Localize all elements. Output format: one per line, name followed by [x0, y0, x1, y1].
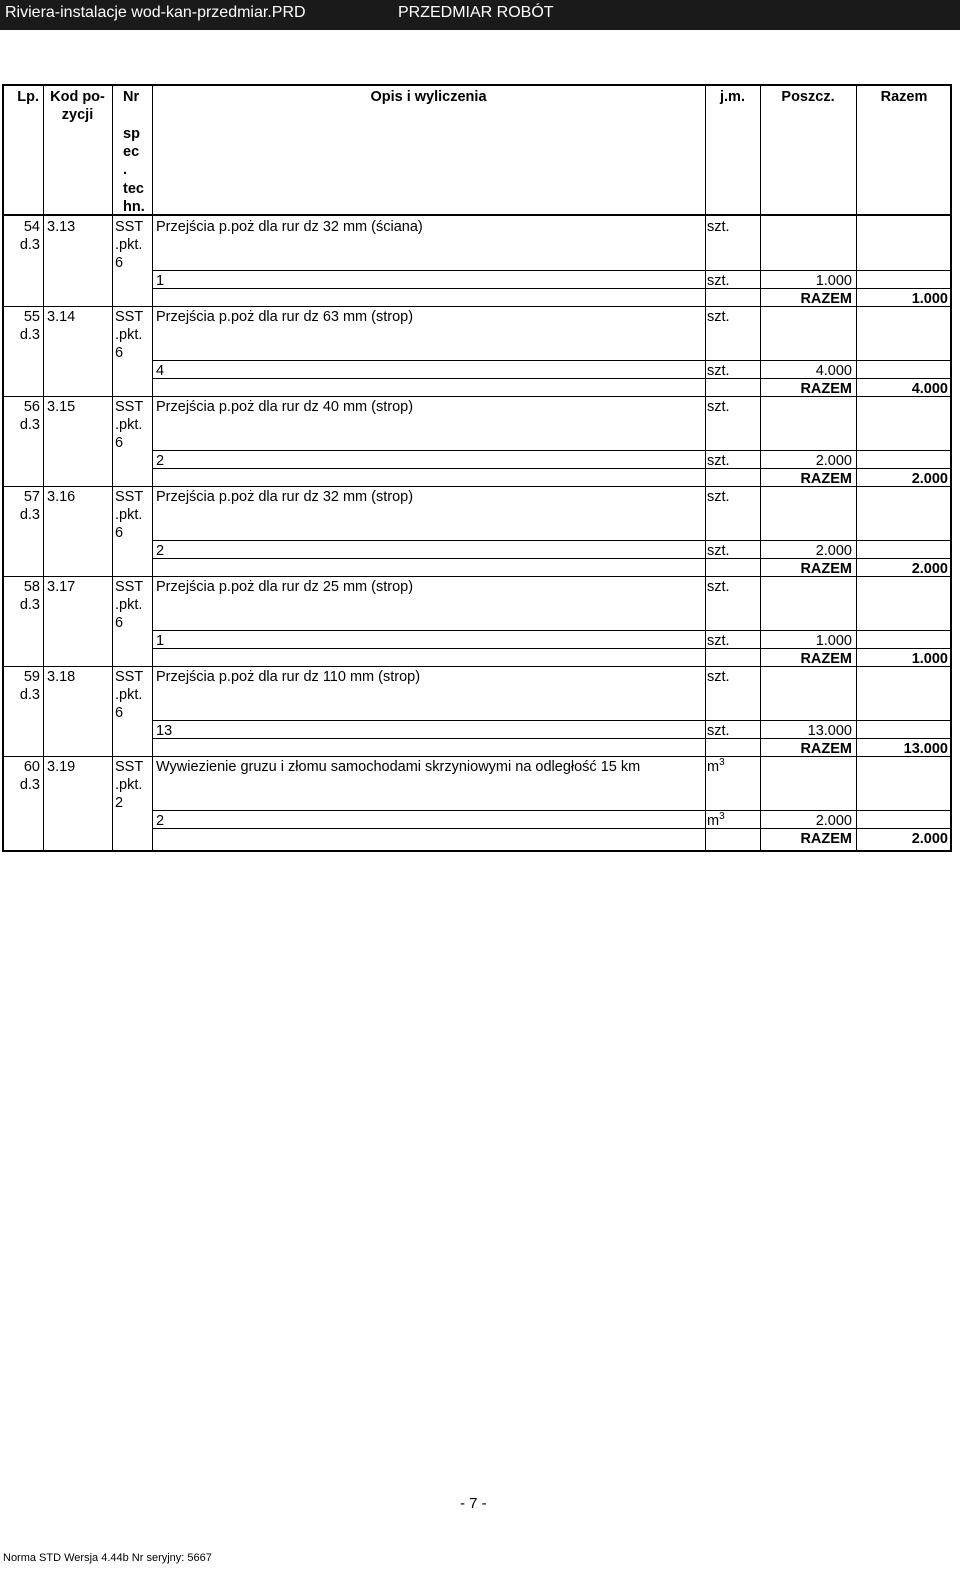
item-number: 60	[23, 759, 40, 775]
calc-unit-text: szt.	[707, 363, 730, 379]
unit-text: szt.	[707, 489, 730, 505]
col-header-nr-4: .	[123, 162, 128, 178]
subtotal-label: RAZEM	[800, 651, 852, 667]
spec-point: .pkt.	[115, 327, 143, 343]
page-number: - 7 -	[460, 1495, 487, 1512]
calc-unit-text: szt.	[707, 453, 730, 469]
spec-code: SST	[115, 489, 144, 505]
col-header-kod: Kod po-	[50, 89, 105, 105]
calculation-expression: 1	[156, 633, 165, 649]
header-separator	[2, 214, 952, 216]
unit	[707, 758, 725, 776]
col-header-poszcz: Poszcz.	[781, 89, 835, 105]
item-number-suffix: d.3	[19, 417, 40, 433]
row-separator	[2, 666, 952, 667]
spec-point: .pkt.	[115, 417, 143, 433]
spec-code: SST	[115, 579, 144, 595]
item-description: Przejścia p.poż dla rur dz 110 mm (strop)	[156, 669, 421, 685]
spec-number: 6	[115, 615, 124, 631]
partial-quantity: 1.000	[815, 273, 852, 289]
position-code: 3.18	[47, 669, 76, 685]
calc-unit-text: szt.	[707, 543, 730, 559]
calculation-expression: 2	[156, 543, 165, 559]
spec-number: 6	[115, 345, 124, 361]
document-header-bar	[0, 0, 960, 30]
item-number-suffix: d.3	[19, 597, 40, 613]
item-number-suffix: d.3	[19, 237, 40, 253]
position-code: 3.17	[47, 579, 76, 595]
spec-code: SST	[115, 669, 144, 685]
subtotal-label: RAZEM	[800, 471, 852, 487]
col-header-nr: Nr	[123, 89, 140, 105]
row-separator	[2, 576, 952, 577]
row-separator	[2, 486, 952, 487]
calculation-expression: 2	[156, 453, 165, 469]
calc-separator	[152, 270, 952, 271]
col-header-nr-6: hn.	[123, 199, 145, 215]
calculation-expression: 1	[156, 273, 165, 289]
calc-separator	[152, 810, 952, 811]
spec-point: .pkt.	[115, 237, 143, 253]
item-description: Przejścia p.poż dla rur dz 25 mm (strop)	[156, 579, 414, 595]
partial-quantity: 2.000	[815, 813, 852, 829]
item-number: 55	[23, 309, 40, 325]
subtotal-separator	[152, 828, 952, 829]
item-number-suffix: d.3	[19, 777, 40, 793]
position-code: 3.16	[47, 489, 76, 505]
subtotal-separator	[152, 558, 952, 559]
spec-code: SST	[115, 399, 144, 415]
spec-number: 6	[115, 435, 124, 451]
item-description: Wywiezienie gruzu i złomu samochodami skrzyniowymi na odległość 15 km	[156, 759, 641, 775]
item-number: 54	[23, 219, 40, 235]
unit-text: szt.	[707, 579, 730, 595]
calc-separator	[152, 720, 952, 721]
subtotal-separator	[152, 468, 952, 469]
spec-point: .pkt.	[115, 597, 143, 613]
calc-unit-text: szt.	[707, 633, 730, 649]
col-divider	[43, 84, 44, 850]
row-separator	[2, 396, 952, 397]
unit	[707, 578, 730, 596]
col-header-nr-3: ec	[123, 144, 140, 160]
position-code: 3.13	[47, 219, 76, 235]
unit-exponent: 3	[719, 811, 725, 823]
col-header-nr-2: sp	[123, 126, 140, 142]
position-code: 3.14	[47, 309, 76, 325]
partial-quantity: 2.000	[815, 543, 852, 559]
subtotal-separator	[152, 738, 952, 739]
spec-number: 2	[115, 795, 124, 811]
calc-separator	[152, 450, 952, 451]
item-total: 2.000	[911, 471, 948, 487]
unit	[707, 308, 730, 326]
col-divider	[112, 84, 113, 850]
unit	[707, 218, 730, 236]
unit-text: szt.	[707, 309, 730, 325]
item-description: Przejścia p.poż dla rur dz 63 mm (strop)	[156, 309, 414, 325]
unit-exponent: 3	[719, 757, 725, 769]
item-total: 2.000	[911, 561, 948, 577]
file-name: Riviera-instalacje wod-kan-przedmiar.PRD	[5, 4, 306, 21]
calculation-expression: 13	[156, 723, 173, 739]
unit-text: szt.	[707, 669, 730, 685]
item-number: 56	[23, 399, 40, 415]
partial-quantity: 13.000	[807, 723, 852, 739]
item-number-suffix: d.3	[19, 507, 40, 523]
partial-quantity: 4.000	[815, 363, 852, 379]
calc-separator	[152, 630, 952, 631]
subtotal-separator	[152, 648, 952, 649]
item-number: 57	[23, 489, 40, 505]
item-total: 1.000	[911, 651, 948, 667]
spec-point: .pkt.	[115, 507, 143, 523]
col-header-kod-2: zycji	[61, 107, 94, 123]
item-total: 2.000	[911, 831, 948, 847]
col-header-opis: Opis i wyliczenia	[370, 89, 487, 105]
software-footer: Norma STD Wersja 4.44b Nr seryjny: 5667	[3, 1552, 212, 1564]
subtotal-label: RAZEM	[800, 741, 852, 757]
spec-number: 6	[115, 705, 124, 721]
spec-code: SST	[115, 759, 144, 775]
subtotal-label: RAZEM	[800, 831, 852, 847]
subtotal-label: RAZEM	[800, 561, 852, 577]
position-code: 3.15	[47, 399, 76, 415]
item-total: 4.000	[911, 381, 948, 397]
item-total: 1.000	[911, 291, 948, 307]
item-number: 59	[23, 669, 40, 685]
item-number-suffix: d.3	[19, 327, 40, 343]
item-total: 13.000	[903, 741, 948, 757]
calc-separator	[152, 540, 952, 541]
unit-text: szt.	[707, 219, 730, 235]
calc-unit-text: szt.	[707, 723, 730, 739]
item-number: 58	[23, 579, 40, 595]
subtotal-label: RAZEM	[800, 291, 852, 307]
subtotal-label: RAZEM	[800, 381, 852, 397]
item-description: Przejścia p.poż dla rur dz 40 mm (strop)	[156, 399, 414, 415]
calc-unit-text: m	[707, 813, 720, 829]
unit	[707, 398, 730, 416]
row-separator	[2, 756, 952, 757]
spec-code: SST	[115, 219, 144, 235]
item-number-suffix: d.3	[19, 687, 40, 703]
partial-quantity: 1.000	[815, 633, 852, 649]
calc-separator	[152, 360, 952, 361]
calculation-expression: 4	[156, 363, 165, 379]
estimate-table	[2, 84, 952, 852]
spec-number: 6	[115, 525, 124, 541]
document-title: PRZEDMIAR ROBÓT	[398, 4, 554, 21]
col-header-nr-5: tec	[123, 181, 144, 197]
unit-text: m	[707, 759, 720, 775]
col-divider	[152, 84, 153, 850]
item-description: Przejścia p.poż dla rur dz 32 mm (strop)	[156, 489, 414, 505]
calculation-expression: 2	[156, 813, 165, 829]
col-divider	[856, 84, 857, 850]
col-divider	[705, 84, 706, 850]
col-header-razem: Razem	[880, 89, 928, 105]
subtotal-separator	[152, 288, 952, 289]
spec-number: 6	[115, 255, 124, 271]
calc-unit-text: szt.	[707, 273, 730, 289]
spec-code: SST	[115, 309, 144, 325]
subtotal-separator	[152, 378, 952, 379]
unit	[707, 488, 730, 506]
spec-point: .pkt.	[115, 687, 143, 703]
col-header-lp: Lp.	[17, 89, 39, 105]
position-code: 3.19	[47, 759, 76, 775]
item-description: Przejścia p.poż dla rur dz 32 mm (ściana)	[156, 219, 423, 235]
col-header-jm: j.m.	[720, 89, 745, 105]
spec-point: .pkt.	[115, 777, 143, 793]
unit-text: szt.	[707, 399, 730, 415]
unit	[707, 668, 730, 686]
partial-quantity: 2.000	[815, 453, 852, 469]
row-separator	[2, 306, 952, 307]
